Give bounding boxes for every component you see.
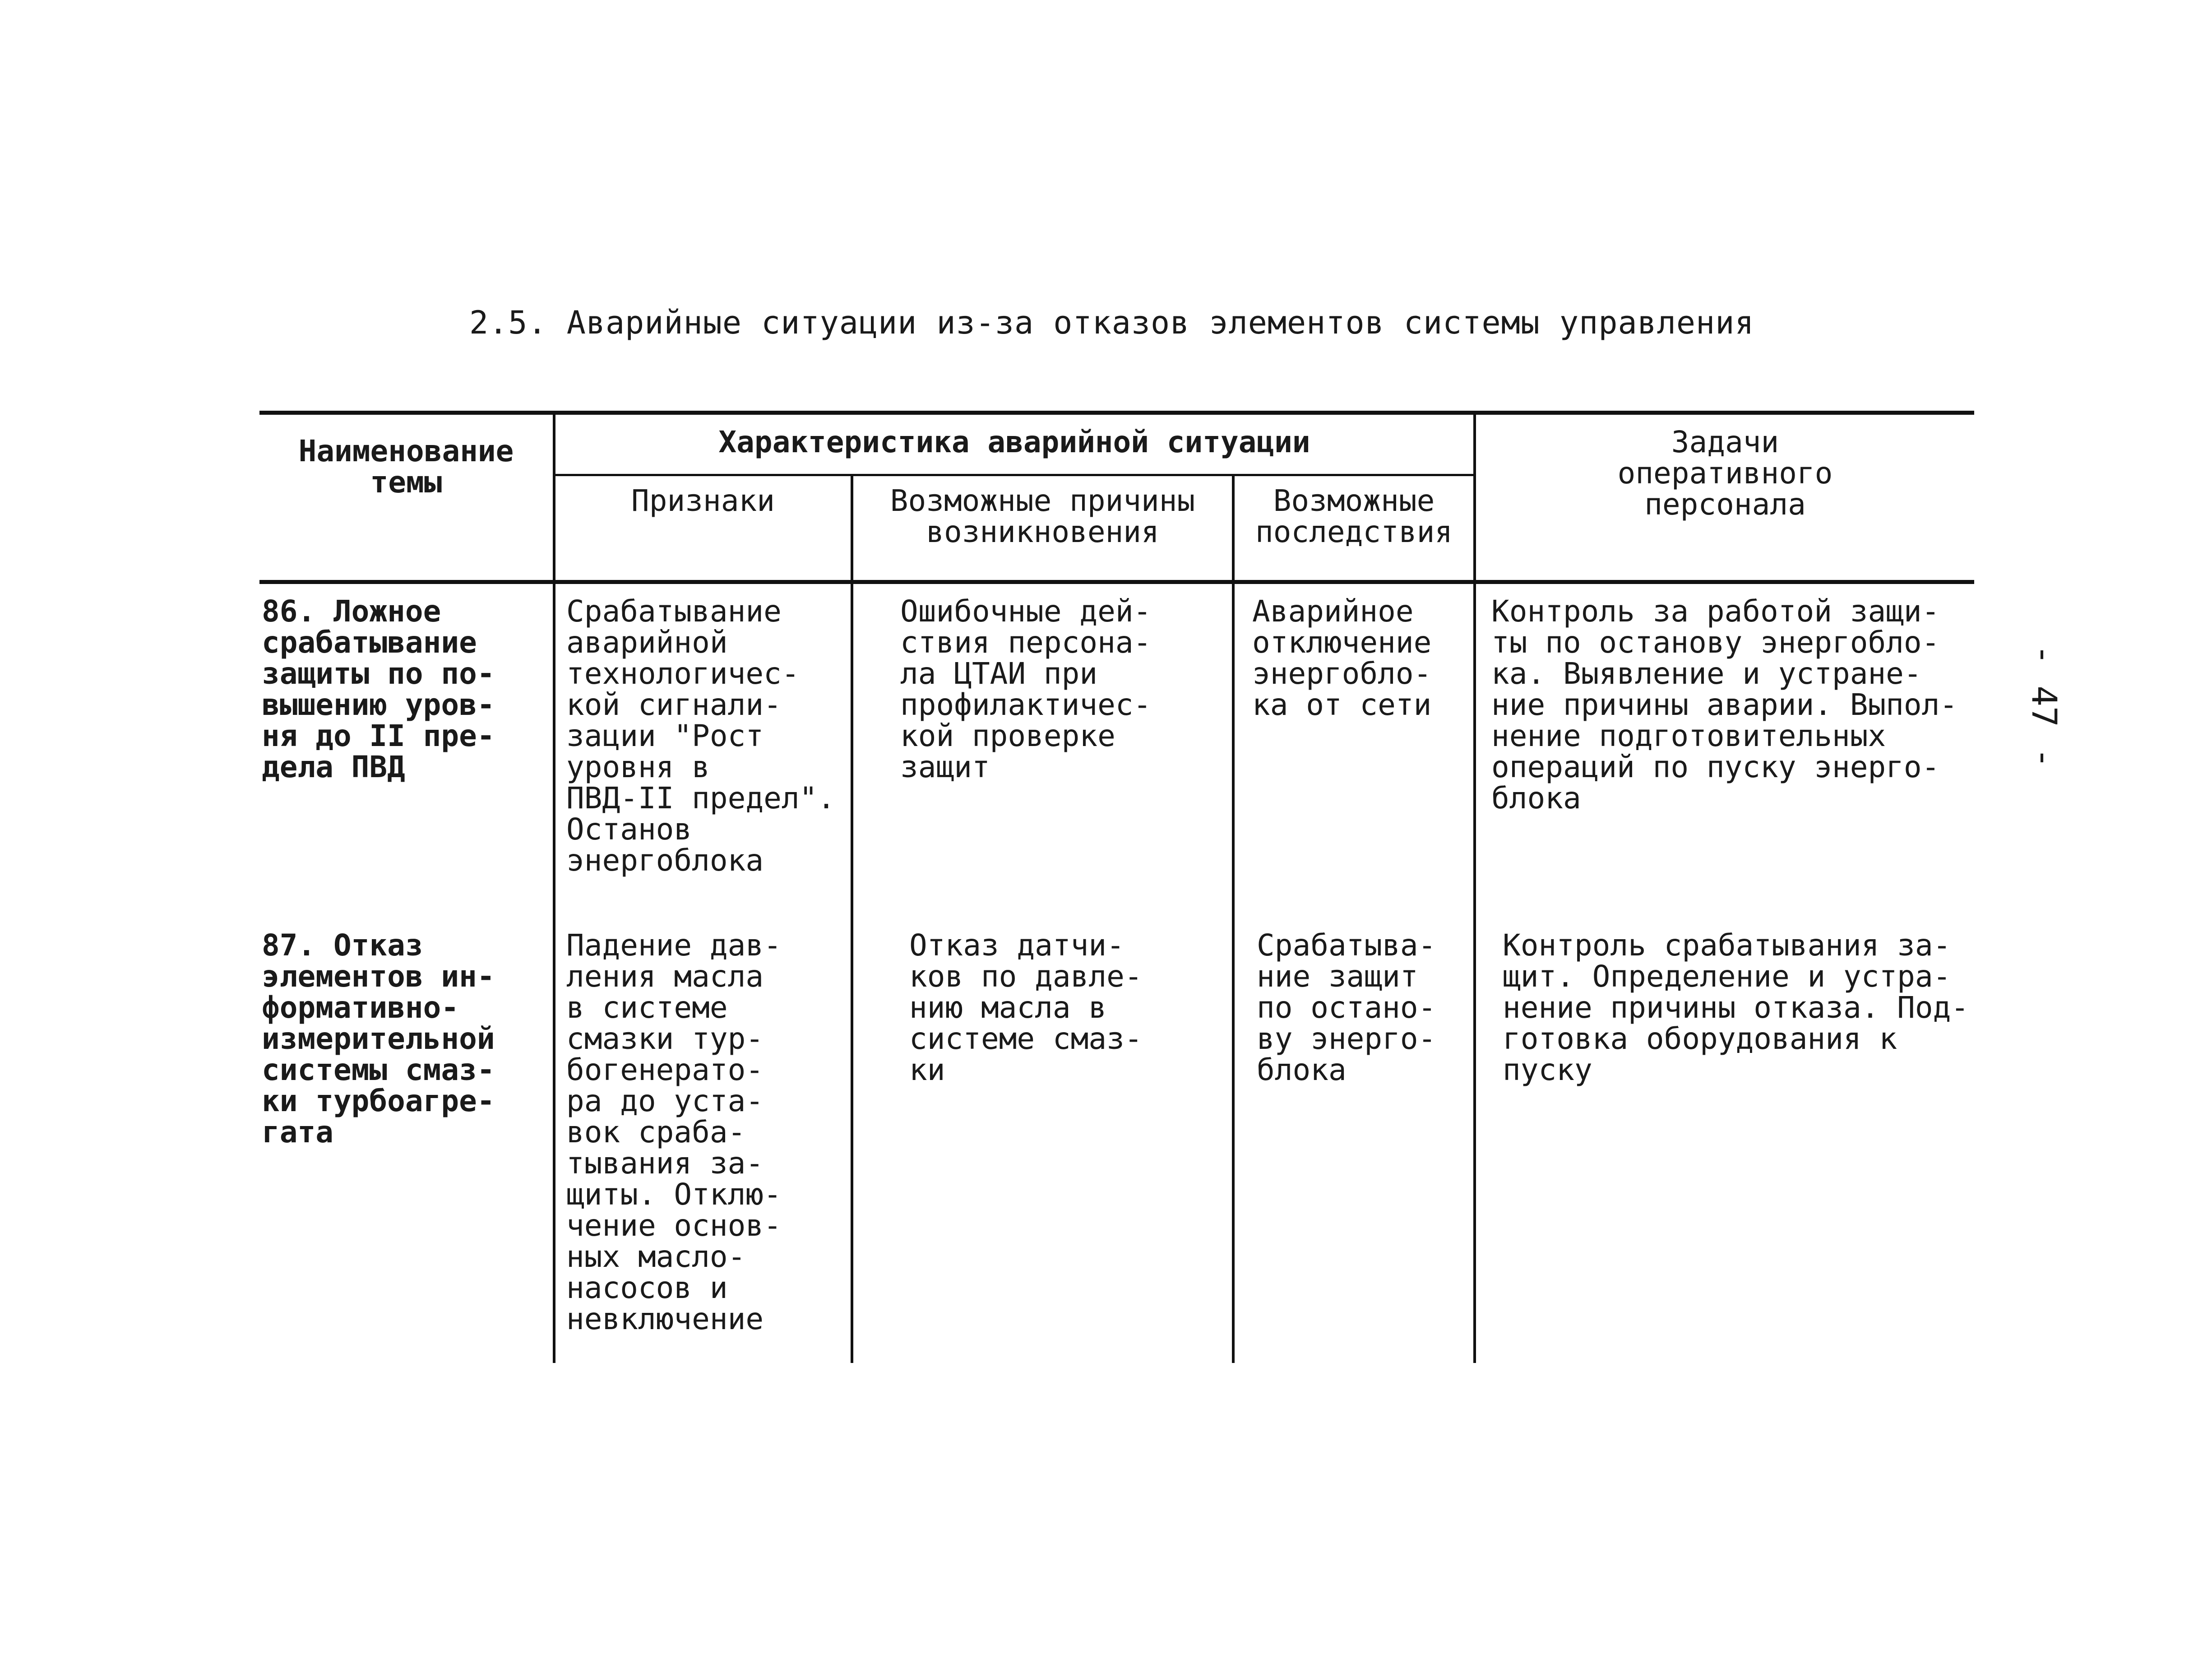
row-87-name: 87. Отказ элементов ин- формативно- измерительной системы смаз- ки турбоагре- гата [262, 928, 495, 1150]
group-header-rule [555, 474, 1476, 476]
row-86-name: 86. Ложное срабатывание защиты по по- вышению уров- ня до II пре- дела ПВД [262, 594, 495, 784]
row-87-consequences: Срабатыва- ние защит по остано- ву энерго- блока [1257, 928, 1436, 1087]
header-name: Наименование темы [298, 434, 514, 500]
row-87-signs: Падение дав- ления масла в системе смазки тур- богенерато- ра до уста- вок сраба- тывания за- щиты. Отклю- чение основ- ных масло- насосов и невключение [566, 928, 782, 1336]
situations-table [259, 411, 1974, 1367]
row-86-signs: Срабатывание аварийной технологичес- кой сигнали- зации "Рост уровня в ПВД-II предел". Останов энергоблока [566, 594, 836, 878]
row-87-causes: Отказ датчи- ков по давле- нию масла в системе смаз- ки [909, 928, 1143, 1087]
row-86-tasks: Контроль за работой защи- ты по останову энергобло- ка. Выявление и устране- ние причины аварии. Выпол- нение подготовительных операций по пуску энерго- блока [1491, 594, 1958, 816]
row-86-causes: Ошибочные дей- ствия персона- ла ЦТАИ при профилактичес- кой проверке защит [900, 594, 1152, 784]
col-divider-1 [553, 411, 555, 1363]
header-causes: Возможные причины возникновения [890, 483, 1195, 549]
row-86-consequences: Аварийное отключение энергобло- ка от сети [1252, 594, 1432, 722]
page-title: 2.5. Аварийные ситуации из-за отказов элементов системы управления [469, 304, 1754, 341]
row-87-tasks: Контроль срабатывания за- щит. Определение и устра- нение причины отказа. Под- готовка оборудования к пуску [1503, 928, 1969, 1087]
col-divider-3 [1232, 474, 1235, 1363]
col-divider-2 [851, 474, 853, 1363]
header-signs: Признаки [631, 483, 775, 518]
header-group: Характеристика аварийной ситуации [718, 425, 1310, 459]
page-number: - 47 - [2024, 644, 2064, 769]
table-top-rule [259, 411, 1974, 415]
col-divider-4 [1473, 411, 1476, 1363]
header-bottom-rule [259, 580, 1974, 584]
header-tasks: Задачи оперативного персонала [1617, 425, 1833, 522]
header-consequences: Возможные последствия [1255, 483, 1453, 549]
